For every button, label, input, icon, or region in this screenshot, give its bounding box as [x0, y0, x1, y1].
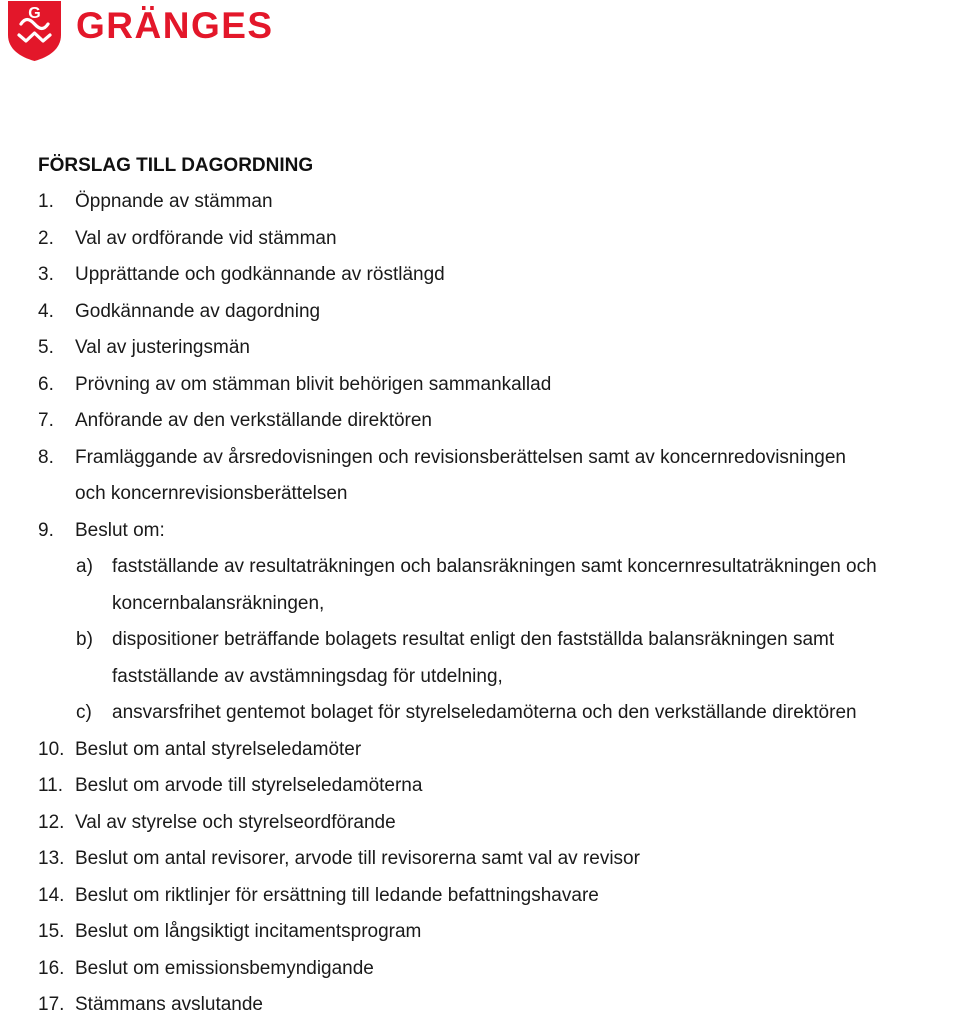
agenda-subitem — [38, 622, 960, 659]
agenda-title: FÖRSLAG TILL DAGORDNING — [38, 155, 314, 176]
agenda-item-text: Beslut om: — [75, 519, 165, 541]
agenda-item-number: 6. — [38, 373, 54, 395]
granges-shield-icon — [8, 1, 61, 61]
agenda-item — [38, 440, 960, 477]
agenda-item-number: 2. — [38, 227, 54, 249]
agenda-item — [38, 294, 960, 331]
agenda-item-number: 7. — [38, 410, 54, 431]
agenda-subitem-continuation-text: koncernbalansräkningen, — [112, 592, 325, 614]
agenda-item — [38, 951, 960, 988]
agenda-subitem-text: ansvarsfrihet gentemot bolaget för styrelseledamöterna och den verkställande direktören — [112, 702, 857, 723]
agenda-item — [38, 987, 960, 1024]
shield-letter: G — [28, 5, 41, 22]
agenda-subitem-continuation — [38, 659, 960, 696]
agenda-item-number: 3. — [38, 264, 54, 285]
agenda-item-number: 12. — [38, 811, 65, 833]
agenda-item-text: Val av justeringsmän — [75, 337, 250, 358]
agenda-item-text: Val av styrelse och styrelseordförande — [75, 811, 396, 833]
agenda-subitem — [38, 695, 960, 732]
agenda-item — [38, 330, 960, 367]
agenda-item — [38, 878, 960, 915]
agenda-subitem — [38, 549, 960, 586]
agenda-subitem-number: c) — [76, 702, 92, 723]
agenda-item-number: 10. — [38, 738, 65, 760]
agenda-subitem-text: fastställande av resultaträkningen och balansräkningen samt koncernresultaträkningen och — [112, 556, 877, 577]
agenda-item-number: 1. — [38, 191, 54, 212]
agenda-item-text: Beslut om emissionsbemyndigande — [75, 957, 374, 979]
agenda-item-number: 5. — [38, 337, 54, 358]
agenda-item — [38, 403, 960, 440]
agenda-item-text: Anförande av den verkställande direktören — [75, 410, 433, 431]
agenda-subitem-text: dispositioner beträffande bolagets resultat enligt den fastställda balansräkningen samt — [112, 629, 835, 650]
agenda — [38, 148, 960, 1024]
agenda-subitem-number: a) — [76, 556, 93, 577]
agenda-item-continuation-text: och koncernrevisionsberättelsen — [75, 483, 348, 504]
agenda-item — [38, 367, 960, 404]
agenda-item-number: 14. — [38, 884, 65, 906]
agenda-item — [38, 841, 960, 878]
brand-name: GRÄNGES — [76, 5, 274, 46]
agenda-item — [38, 805, 960, 842]
agenda-item-continuation — [38, 476, 960, 513]
agenda-item-text: Stämmans avslutande — [75, 994, 263, 1015]
agenda-item-number: 13. — [38, 848, 65, 869]
agenda-item-text: Godkännande av dagordning — [75, 300, 321, 322]
agenda-item-text: Prövning av om stämman blivit behörigen sammankallad — [75, 373, 552, 395]
agenda-list — [38, 184, 960, 1024]
agenda-item-text: Beslut om antal styrelseledamöter — [75, 738, 362, 760]
agenda-item-text: Beslut om långsiktigt incitamentsprogram — [75, 921, 422, 942]
agenda-item — [38, 768, 960, 805]
agenda-item-number: 4. — [38, 300, 54, 322]
agenda-item — [38, 513, 960, 550]
agenda-item-number: 16. — [38, 957, 65, 979]
agenda-item-number: 9. — [38, 519, 54, 541]
agenda-item — [38, 914, 960, 951]
agenda-item-number: 15. — [38, 921, 65, 942]
agenda-item-text: Beslut om antal revisorer, arvode till revisorerna samt val av revisor — [75, 848, 640, 869]
agenda-item-text: Upprättande och godkännande av röstlängd — [75, 264, 445, 285]
agenda-subitem-continuation — [38, 586, 960, 623]
agenda-item — [38, 732, 960, 769]
agenda-item-text: Val av ordförande vid stämman — [75, 227, 337, 249]
agenda-item-text: Framläggande av årsredovisningen och revisionsberättelsen samt av koncernredovisningen — [75, 446, 846, 468]
agenda-item-text: Beslut om arvode till styrelseledamöterna — [75, 775, 423, 796]
granges-logo — [8, 1, 274, 61]
agenda-item-text: Öppnande av stämman — [75, 191, 273, 212]
agenda-item-number: 17. — [38, 994, 65, 1015]
agenda-subitem-number: b) — [76, 629, 93, 650]
agenda-item-text: Beslut om riktlinjer för ersättning till ledande befattningshavare — [75, 884, 599, 906]
agenda-item-number: 8. — [38, 446, 54, 468]
agenda-item-number: 11. — [38, 775, 64, 796]
agenda-subitem-continuation-text: fastställande av avstämningsdag för utdelning, — [112, 665, 503, 687]
agenda-item — [38, 221, 960, 258]
agenda-item — [38, 184, 960, 221]
agenda-item — [38, 257, 960, 294]
